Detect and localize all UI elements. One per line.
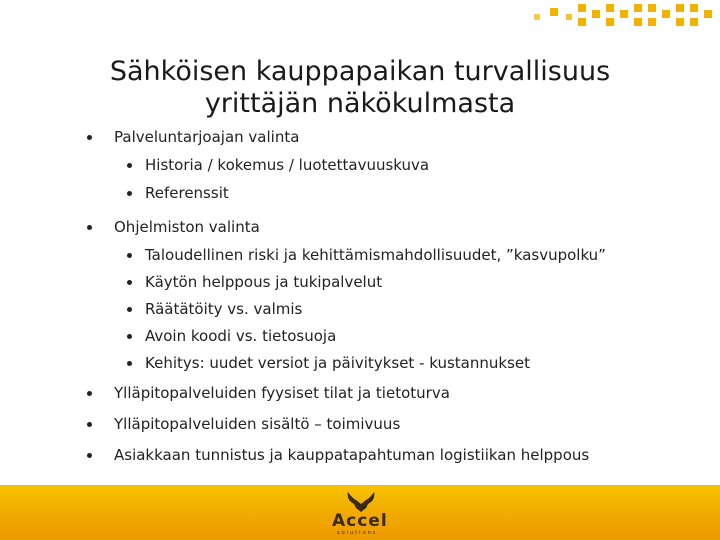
sub-bullet-item: Historia / kokemus / luotettavuuskuva: [145, 156, 430, 174]
sub-bullet-item: Avoin koodi vs. tietosuoja: [145, 327, 337, 345]
bullet-dot: [87, 453, 92, 458]
bullet-dot: [127, 280, 132, 285]
bullet-dot: [87, 422, 92, 427]
sub-bullet-item: Räätätöity vs. valmis: [145, 300, 303, 318]
bullet-dot: [127, 191, 132, 196]
logo-name: Accel: [332, 511, 388, 531]
bullet-dot: [87, 391, 92, 396]
bullet-item: Palveluntarjoajan valinta: [114, 128, 300, 146]
bullet-dot: [87, 225, 92, 230]
bullet-item: Ohjelmiston valinta: [114, 218, 260, 236]
bullet-item: Ylläpitopalveluiden sisältö – toimivuus: [114, 415, 401, 433]
bullet-dot: [87, 135, 92, 140]
title-line-2: yrittäjän näkökulmasta: [204, 88, 516, 119]
bullet-dot: [127, 253, 132, 258]
bullet-dot: [127, 361, 132, 366]
bullet-dot: [127, 163, 132, 168]
bullet-dot: [127, 334, 132, 339]
bullet-item: Asiakkaan tunnistus ja kauppatapahtuman logistiikan helppous: [114, 446, 590, 464]
sub-bullet-item: Kehitys: uudet versiot ja päivitykset - kustannukset: [145, 354, 531, 372]
title-line-1: Sähköisen kauppapaikan turvallisuus: [109, 56, 611, 87]
logo-subtitle: solutions: [337, 530, 378, 536]
sub-bullet-item: Referenssit: [145, 184, 229, 202]
sub-bullet-item: Käytön helppous ja tukipalvelut: [145, 273, 383, 291]
bullet-item: Ylläpitopalveluiden fyysiset tilat ja tietoturva: [114, 384, 450, 402]
bullet-dot: [127, 307, 132, 312]
sub-bullet-item: Taloudellinen riski ja kehittämismahdollisuudet, ”kasvupolku”: [145, 246, 606, 264]
